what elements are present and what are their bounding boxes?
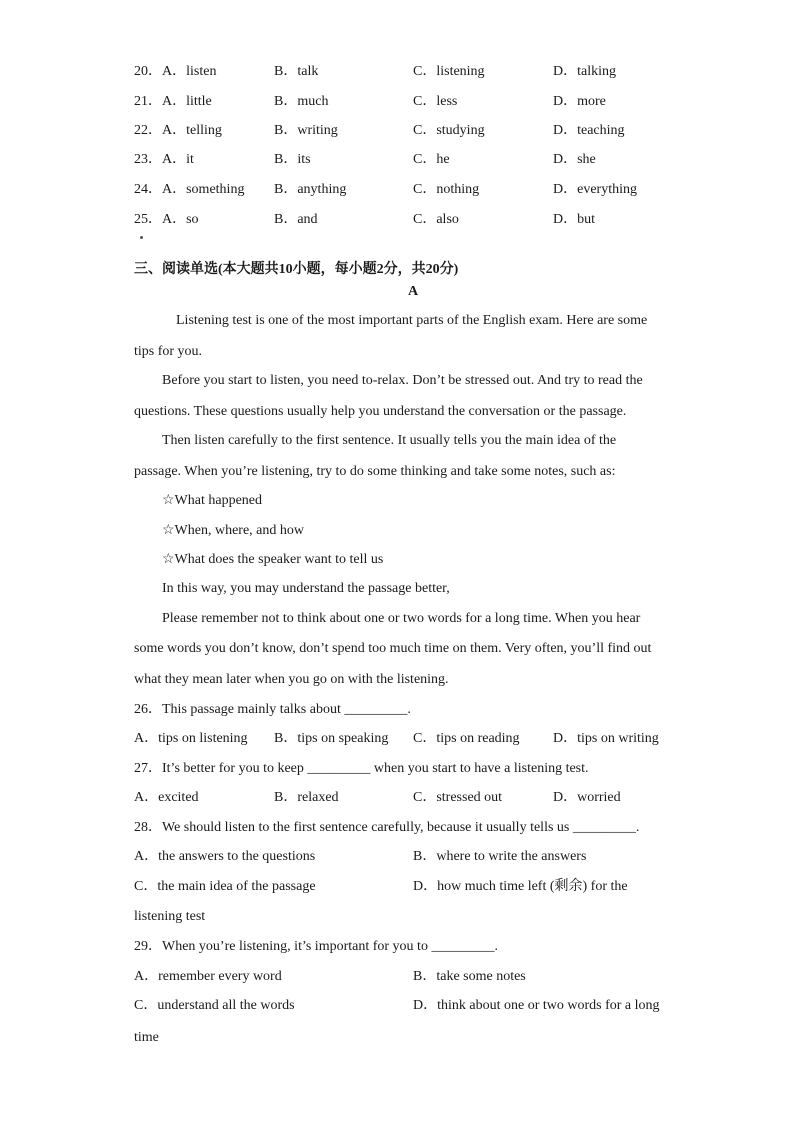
q25-option-c: C．also — [413, 212, 459, 227]
q20-option-d: D．talking — [553, 64, 616, 79]
q22-option-b: B．writing — [274, 123, 338, 138]
q23-option-c: C．he — [413, 152, 450, 167]
q26-option-c: C．tips on reading — [413, 731, 520, 746]
q23-option-d: D．she — [553, 152, 596, 167]
q28-option-c: C．the main idea of the passage — [134, 879, 316, 894]
q29-option-d-continued: time — [134, 1030, 159, 1045]
q20-option-b: B．talk — [274, 64, 319, 79]
q29-option-b: B．take some notes — [413, 969, 526, 984]
passage-label: A — [408, 284, 419, 299]
q28-option-d: D．how much time left (剩余) for the — [413, 879, 628, 894]
q29-option-a: A．remember every word — [134, 969, 282, 984]
q27-option-d: D．worried — [553, 790, 621, 805]
q23-option-a: 23．A．it — [134, 152, 194, 167]
passage-line: questions. These questions usually help you understand the conversation or the passage. — [134, 404, 627, 419]
q26-stem: 26．This passage mainly talks about _________. — [134, 702, 411, 717]
section-title: 三、阅读单选(本大题共10小题，每小题2分，共20分) — [134, 262, 459, 277]
q27-option-b: B．relaxed — [274, 790, 339, 805]
q27-option-a: A．excited — [134, 790, 199, 805]
q29-stem: 29．When you’re listening, it’s important for you to _________. — [134, 939, 498, 954]
q25-option-a: 25．A．so — [134, 212, 199, 227]
q21-option-a: 21．A．little — [134, 94, 212, 109]
q22-option-a: 22．A．telling — [134, 123, 222, 138]
passage-line: Please remember not to think about one or two words for a long time. When you hear — [162, 611, 641, 626]
q20-option-a: 20．A．listen — [134, 64, 217, 79]
q22-option-c: C．studying — [413, 123, 485, 138]
q28-option-d-continued: listening test — [134, 909, 206, 924]
passage-line: ☆What happened — [162, 493, 263, 508]
passage-line: tips for you. — [134, 344, 203, 359]
q22-option-d: D．teaching — [553, 123, 625, 138]
passage-line: Before you start to listen, you need to-relax. Don’t be stressed out. And try to read the — [162, 373, 643, 388]
q27-stem: 27．It’s better for you to keep _________ when you start to have a listening test. — [134, 761, 589, 776]
q28-option-b: B．where to write the answers — [413, 849, 587, 864]
q21-option-d: D．more — [553, 94, 606, 109]
passage-line: Listening test is one of the most important parts of the English exam. Here are some — [176, 313, 648, 328]
passage-line: In this way, you may understand the passage better, — [162, 581, 450, 596]
q26-option-b: B．tips on speaking — [274, 731, 389, 746]
q21-option-b: B．much — [274, 94, 329, 109]
q25-option-b: B．and — [274, 212, 318, 227]
q26-option-d: D．tips on writing — [553, 731, 659, 746]
q20-option-c: C．listening — [413, 64, 485, 79]
stray-mark — [140, 236, 143, 239]
passage-line: ☆When, where, and how — [162, 523, 305, 538]
q29-option-c: C．understand all the words — [134, 998, 295, 1013]
passage-line: some words you don’t know, don’t spend too much time on them. Very often, you’ll find out — [134, 641, 652, 656]
q21-option-c: C．less — [413, 94, 458, 109]
passage-line: passage. When you’re listening, try to do some thinking and take some notes, such as: — [134, 464, 616, 479]
passage-line: ☆What does the speaker want to tell us — [162, 552, 384, 567]
q23-option-b: B．its — [274, 152, 311, 167]
q28-stem: 28．We should listen to the first sentence carefully, because it usually tells us _________. — [134, 820, 640, 835]
q24-option-d: D．everything — [553, 182, 637, 197]
q24-option-c: C．nothing — [413, 182, 480, 197]
q26-option-a: A．tips on listening — [134, 731, 248, 746]
q24-option-b: B．anything — [274, 182, 347, 197]
passage-line: Then listen carefully to the first sentence. It usually tells you the main idea of the — [162, 433, 617, 448]
q28-option-a: A．the answers to the questions — [134, 849, 316, 864]
q27-option-c: C．stressed out — [413, 790, 503, 805]
passage-line: what they mean later when you go on with the listening. — [134, 672, 449, 687]
q24-option-a: 24．A．something — [134, 182, 245, 197]
q29-option-d: D．think about one or two words for a long — [413, 998, 660, 1013]
q25-option-d: D．but — [553, 212, 595, 227]
